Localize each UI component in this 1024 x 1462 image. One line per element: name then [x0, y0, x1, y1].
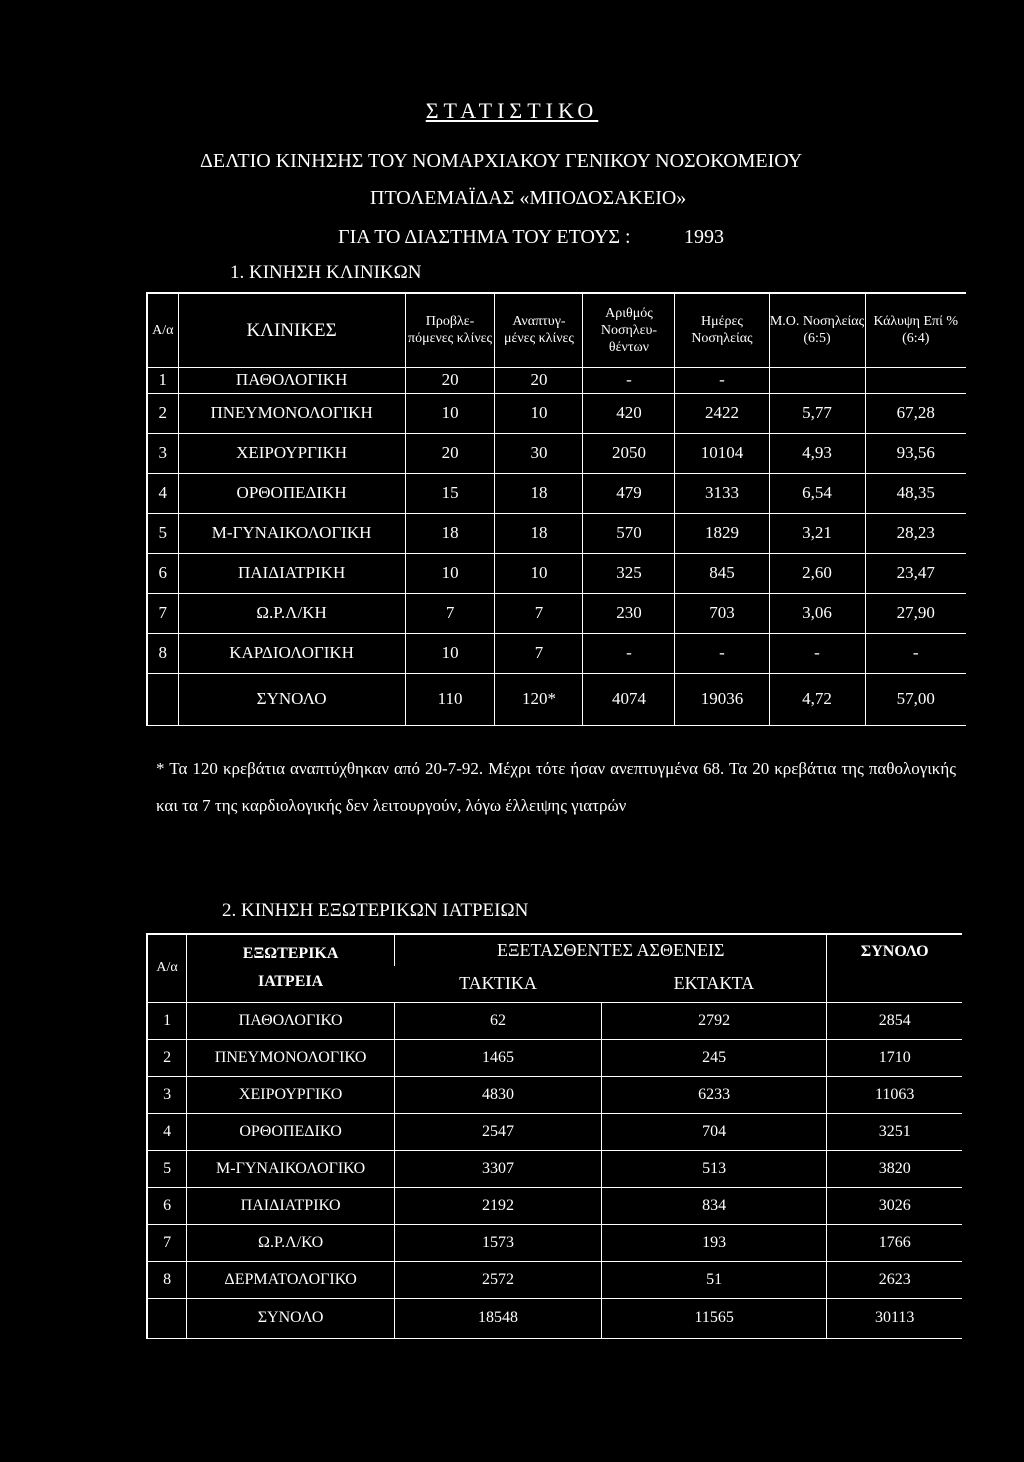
col-planned-header: Προβλε- πόμενες κλίνες	[405, 293, 495, 367]
row-name: ΠΝΕΥΜΟΝΟΛΟΓΙΚΗ	[178, 393, 405, 433]
row-days: -	[675, 367, 769, 393]
row-name: ΧΕΙΡΟΥΡΓΙΚΟ	[187, 1076, 395, 1113]
row-total: 3251	[827, 1113, 962, 1150]
outpatient-header-line-1: ΕΞΩΤΕΡΙΚΑ	[242, 945, 339, 963]
row-days: 703	[675, 593, 769, 633]
row-planned: 20	[405, 433, 495, 473]
row-avg: 3,21	[769, 513, 865, 553]
row-index: 2	[147, 393, 178, 433]
row-patients: 570	[583, 513, 675, 553]
row-coverage: 23,47	[865, 553, 966, 593]
row-avg: 3,06	[769, 593, 865, 633]
row-avg: -	[769, 633, 865, 673]
row-total: 1766	[827, 1224, 962, 1261]
outpatient-table-header	[147, 934, 962, 966]
table-row	[147, 593, 966, 633]
row-regular: 2547	[395, 1113, 602, 1150]
row-index: 1	[147, 367, 178, 393]
row-name: Ω.Ρ.Λ/ΚΟ	[187, 1224, 395, 1261]
row-name: ΚΑΡΔΙΟΛΟΓΙΚΗ	[178, 633, 405, 673]
table-row	[147, 1113, 962, 1150]
row-planned: 10	[405, 553, 495, 593]
table-row	[147, 1224, 962, 1261]
page-title: ΣΤΑΤΙΣΤΙΚΟ	[425, 98, 599, 123]
table-row	[147, 1150, 962, 1187]
report-year: 1993	[684, 226, 724, 248]
table-row	[147, 1187, 962, 1224]
row-avg: 5,77	[769, 393, 865, 433]
row-coverage: 48,35	[865, 473, 966, 513]
row-total: 3026	[827, 1187, 962, 1224]
row-developed: 30	[495, 433, 583, 473]
clinics-table-header	[147, 293, 966, 367]
row-index: 1	[147, 1002, 187, 1039]
row-coverage: -	[865, 633, 966, 673]
row-days: 3133	[675, 473, 769, 513]
row-index: 8	[147, 633, 178, 673]
section-1-title: 1. ΚΙΝΗΣΗ ΚΛΙΝΙΚΩΝ	[230, 262, 422, 283]
row-index: 5	[147, 1150, 187, 1187]
col-index-header: Α/α	[147, 293, 178, 367]
row-patients: -	[583, 367, 675, 393]
row-developed: 20	[495, 367, 583, 393]
row-name: Μ-ΓΥΝΑΙΚΟΛΟΓΙΚΗ	[178, 513, 405, 553]
row-planned: 18	[405, 513, 495, 553]
subtitle-line-3: ΓΙΑ ΤΟ ΔΙΑΣΤΗΜΑ ΤΟΥ ΕΤΟΥΣ :	[338, 226, 631, 248]
total-regular: 18548	[395, 1298, 602, 1338]
col-outpatient-header	[187, 934, 395, 1002]
row-emergency: 245	[601, 1039, 826, 1076]
col-days-header: Ημέρες Νοσηλείας	[675, 293, 769, 367]
row-index	[147, 1298, 187, 1338]
row-total: 2623	[827, 1261, 962, 1298]
total-planned: 110	[405, 673, 495, 725]
table-row	[147, 433, 966, 473]
table-row	[147, 633, 966, 673]
row-emergency: 834	[601, 1187, 826, 1224]
col-clinics-header: ΚΛΙΝΙΚΕΣ	[178, 293, 405, 367]
row-regular: 62	[395, 1002, 602, 1039]
row-planned: 10	[405, 633, 495, 673]
row-days: 1829	[675, 513, 769, 553]
table-row	[147, 367, 966, 393]
row-name: ΠΑΙΔΙΑΤΡΙΚΟ	[187, 1187, 395, 1224]
row-planned: 7	[405, 593, 495, 633]
row-emergency: 704	[601, 1113, 826, 1150]
row-days: 10104	[675, 433, 769, 473]
row-name: ΠΑΘΟΛΟΓΙΚΗ	[178, 367, 405, 393]
col-examined-header: ΕΞΕΤΑΣΘΕΝΤΕΣ ΑΣΘΕΝΕΙΣ	[395, 934, 827, 966]
row-emergency: 513	[601, 1150, 826, 1187]
row-index: 3	[147, 1076, 187, 1113]
total-label: ΣΥΝΟΛΟ	[187, 1298, 395, 1338]
col-total-header: ΣΥΝΟΛΟ	[827, 934, 962, 1002]
col-index-header: Α/α	[147, 934, 187, 1002]
table-row	[147, 393, 966, 433]
total-total: 30113	[827, 1298, 962, 1338]
total-avg: 4,72	[769, 673, 865, 725]
row-index: 6	[147, 553, 178, 593]
row-regular: 1465	[395, 1039, 602, 1076]
row-patients: -	[583, 633, 675, 673]
row-avg: 2,60	[769, 553, 865, 593]
col-patients-header: Αριθμός Νοσηλευ- θέντων	[583, 293, 675, 367]
row-name: ΟΡΘΟΠΕΔΙΚΗ	[178, 473, 405, 513]
table-row	[147, 553, 966, 593]
row-name: Μ-ΓΥΝΑΙΚΟΛΟΓΙΚΟ	[187, 1150, 395, 1187]
row-developed: 7	[495, 633, 583, 673]
row-avg	[769, 367, 865, 393]
row-total: 11063	[827, 1076, 962, 1113]
row-patients: 325	[583, 553, 675, 593]
total-patients: 4074	[583, 673, 675, 725]
row-name: ΟΡΘΟΠΕΔΙΚΟ	[187, 1113, 395, 1150]
total-label: ΣΥΝΟΛΟ	[178, 673, 405, 725]
row-days: -	[675, 633, 769, 673]
row-regular: 2192	[395, 1187, 602, 1224]
row-regular: 4830	[395, 1076, 602, 1113]
footnote: * Τα 120 κρεβάτια αναπτύχθηκαν από 20-7-92. Μέχρι τότε ήσαν ανεπτυγμένα 68. Τα 20 κρεβάτια της παθολογικής και τα 7 της καρδιολογικής δεν λειτουργούν, λόγω έλλειψης γιατρών	[156, 759, 956, 815]
row-emergency: 6233	[601, 1076, 826, 1113]
total-days: 19036	[675, 673, 769, 725]
row-index: 5	[147, 513, 178, 553]
table-row	[147, 1039, 962, 1076]
row-days: 2422	[675, 393, 769, 433]
row-name: ΠΑΘΟΛΟΓΙΚΟ	[187, 1002, 395, 1039]
row-patients: 230	[583, 593, 675, 633]
row-name: ΔΕΡΜΑΤΟΛΟΓΙΚΟ	[187, 1261, 395, 1298]
row-index: 2	[147, 1039, 187, 1076]
row-days: 845	[675, 553, 769, 593]
row-index: 7	[147, 593, 178, 633]
row-coverage: 67,28	[865, 393, 966, 433]
row-avg: 6,54	[769, 473, 865, 513]
row-emergency: 193	[601, 1224, 826, 1261]
row-index: 4	[147, 473, 178, 513]
row-index: 8	[147, 1261, 187, 1298]
clinics-table	[146, 292, 966, 726]
row-planned: 10	[405, 393, 495, 433]
row-regular: 3307	[395, 1150, 602, 1187]
table-row	[147, 1261, 962, 1298]
row-total: 2854	[827, 1002, 962, 1039]
col-developed-header: Αναπτυγ- μένες κλίνες	[495, 293, 583, 367]
table-row	[147, 1002, 962, 1039]
col-emergency-header: ΕΚΤΑΚΤΑ	[601, 966, 826, 1002]
row-coverage: 27,90	[865, 593, 966, 633]
table-row	[147, 473, 966, 513]
row-name: Ω.Ρ.Λ/ΚΗ	[178, 593, 405, 633]
row-patients: 479	[583, 473, 675, 513]
row-regular: 1573	[395, 1224, 602, 1261]
outpatient-header-line-2: ΙΑΤΡΕΙΑ	[258, 973, 324, 991]
row-avg: 4,93	[769, 433, 865, 473]
total-emergency: 11565	[601, 1298, 826, 1338]
row-developed: 10	[495, 553, 583, 593]
row-name: ΠΑΙΔΙΑΤΡΙΚΗ	[178, 553, 405, 593]
outpatient-table	[146, 933, 962, 1339]
total-developed: 120*	[495, 673, 583, 725]
row-planned: 15	[405, 473, 495, 513]
row-patients: 2050	[583, 433, 675, 473]
total-coverage: 57,00	[865, 673, 966, 725]
row-developed: 18	[495, 473, 583, 513]
row-regular: 2572	[395, 1261, 602, 1298]
col-avg-header: Μ.Ο. Νοσηλείας (6:5)	[769, 293, 865, 367]
row-coverage: 93,56	[865, 433, 966, 473]
row-developed: 7	[495, 593, 583, 633]
table-row	[147, 513, 966, 553]
row-patients: 420	[583, 393, 675, 433]
row-developed: 10	[495, 393, 583, 433]
row-index: 7	[147, 1224, 187, 1261]
subtitle-line-2: ΠΤΟΛΕΜΑΪΔΑΣ «ΜΠΟΔΟΣΑΚΕΙΟ»	[370, 187, 687, 209]
row-planned: 20	[405, 367, 495, 393]
row-emergency: 51	[601, 1261, 826, 1298]
row-total: 1710	[827, 1039, 962, 1076]
row-index: 6	[147, 1187, 187, 1224]
row-coverage	[865, 367, 966, 393]
row-index: 3	[147, 433, 178, 473]
row-developed: 18	[495, 513, 583, 553]
total-row	[147, 1298, 962, 1338]
row-name: ΠΝΕΥΜΟΝΟΛΟΓΙΚΟ	[187, 1039, 395, 1076]
total-row	[147, 673, 966, 725]
col-regular-header: ΤΑΚΤΙΚΑ	[395, 966, 602, 1002]
row-total: 3820	[827, 1150, 962, 1187]
table-row	[147, 1076, 962, 1113]
row-emergency: 2792	[601, 1002, 826, 1039]
section-2-title: 2. ΚΙΝΗΣΗ ΕΞΩΤΕΡΙΚΩΝ ΙΑΤΡΕΙΩΝ	[222, 900, 529, 921]
row-index: 4	[147, 1113, 187, 1150]
row-coverage: 28,23	[865, 513, 966, 553]
col-coverage-header: Κάλυψη Επί % (6:4)	[865, 293, 966, 367]
subtitle-line-1: ΔΕΛΤΙΟ ΚΙΝΗΣΗΣ ΤΟΥ ΝΟΜΑΡΧΙΑΚΟΥ ΓΕΝΙΚΟΥ ΝΟΣΟΚΟΜΕΙΟΥ	[200, 150, 803, 172]
row-index	[147, 673, 178, 725]
row-name: ΧΕΙΡΟΥΡΓΙΚΗ	[178, 433, 405, 473]
